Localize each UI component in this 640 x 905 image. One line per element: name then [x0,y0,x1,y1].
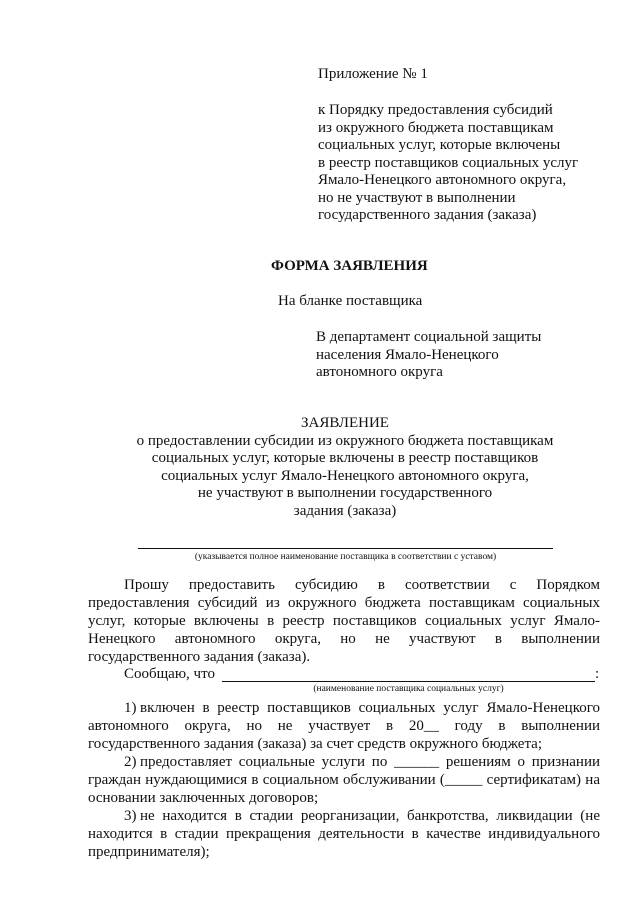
statement-line: социальных услуг, которые включены в реестр поставщиков [151,450,539,466]
inform-caption: (наименование поставщика социальных услуг) [313,684,504,694]
appendix-line: социальных услуг, которые включены [318,137,561,153]
appendix-line: из окружного бюджета поставщикам [318,119,554,136]
inform-label: Сообщаю, что [124,666,215,682]
item-number: 3) [124,808,137,824]
item-number: 2) [124,754,137,770]
item-line: автономного округа, но не участвует в 20__ году в выполнении [88,718,600,734]
appendix-line: Ямало-Ненецкого автономного округа, [318,172,567,188]
appendix-title: Приложение № 1 [318,66,428,82]
request-line: предоставления субсидий из окружного бюджета поставщикам социальных [88,595,600,611]
statement-line: не участвуют в выполнении государственного [197,485,493,501]
letterhead-note: На бланке поставщика [278,293,423,309]
request-line: услуг, которые включены в реестр поставщиков социальных услуг Ямало- [88,613,600,629]
statement-title: ЗАЯВЛЕНИЕ [301,415,389,431]
request-line: Ненецкого автономного округа, но не участвуют в выполнении [88,631,600,647]
addressee-line: В департамент социальной защиты [316,329,542,345]
item-line: граждан нуждающимися в социальном обслуживании (_____ сертификатам) на [88,772,600,788]
item-line: предоставляет социальные услуги по ______ решениям о признании [140,754,600,770]
statement-line: социальных услуг Ямало-Ненецкого автономного округа, [161,467,529,484]
addressee-line: населения Ямало-Ненецкого [316,346,499,363]
supplier-name-blank [138,548,553,549]
appendix-line: в реестр поставщиков социальных услуг [318,154,579,171]
appendix-line: но не участвуют в выполнении [318,189,516,206]
supplier-services-blank [222,681,595,682]
request-line: Прошу предоставить субсидию в соответствии с Порядком [124,577,600,593]
item-line: не находится в стадии реорганизации, банкротства, ликвидации (не [140,808,600,824]
statement-line: задания (заказа) [293,502,397,519]
request-line-last: государственного задания (заказа). [88,649,311,665]
item-line-last: государственного задания (заказа) за счет средств окружного бюджета; [88,736,543,752]
inform-colon: : [595,666,600,682]
item-line-last: предпринимателя); [88,844,210,860]
supplier-caption: (указывается полное наименование поставщика в соответствии с уставом) [194,552,497,562]
appendix-line: государственного задания (заказа) [318,207,537,223]
item-number: 1) [124,700,137,716]
item-line: находится в стадии прекращения деятельности в качестве индивидуального [88,826,600,842]
statement-line: о предоставлении субсидии из окружного бюджета поставщикам [136,432,554,449]
addressee-line: автономного округа [316,364,443,380]
form-title: ФОРМА ЗАЯВЛЕНИЯ [271,258,428,274]
item-line-last: основании заключенных договоров; [88,790,319,806]
item-line: включен в реестр поставщиков социальных услуг Ямало-Ненецкого [140,700,600,716]
appendix-line: к Порядку предоставления субсидий [318,102,553,118]
